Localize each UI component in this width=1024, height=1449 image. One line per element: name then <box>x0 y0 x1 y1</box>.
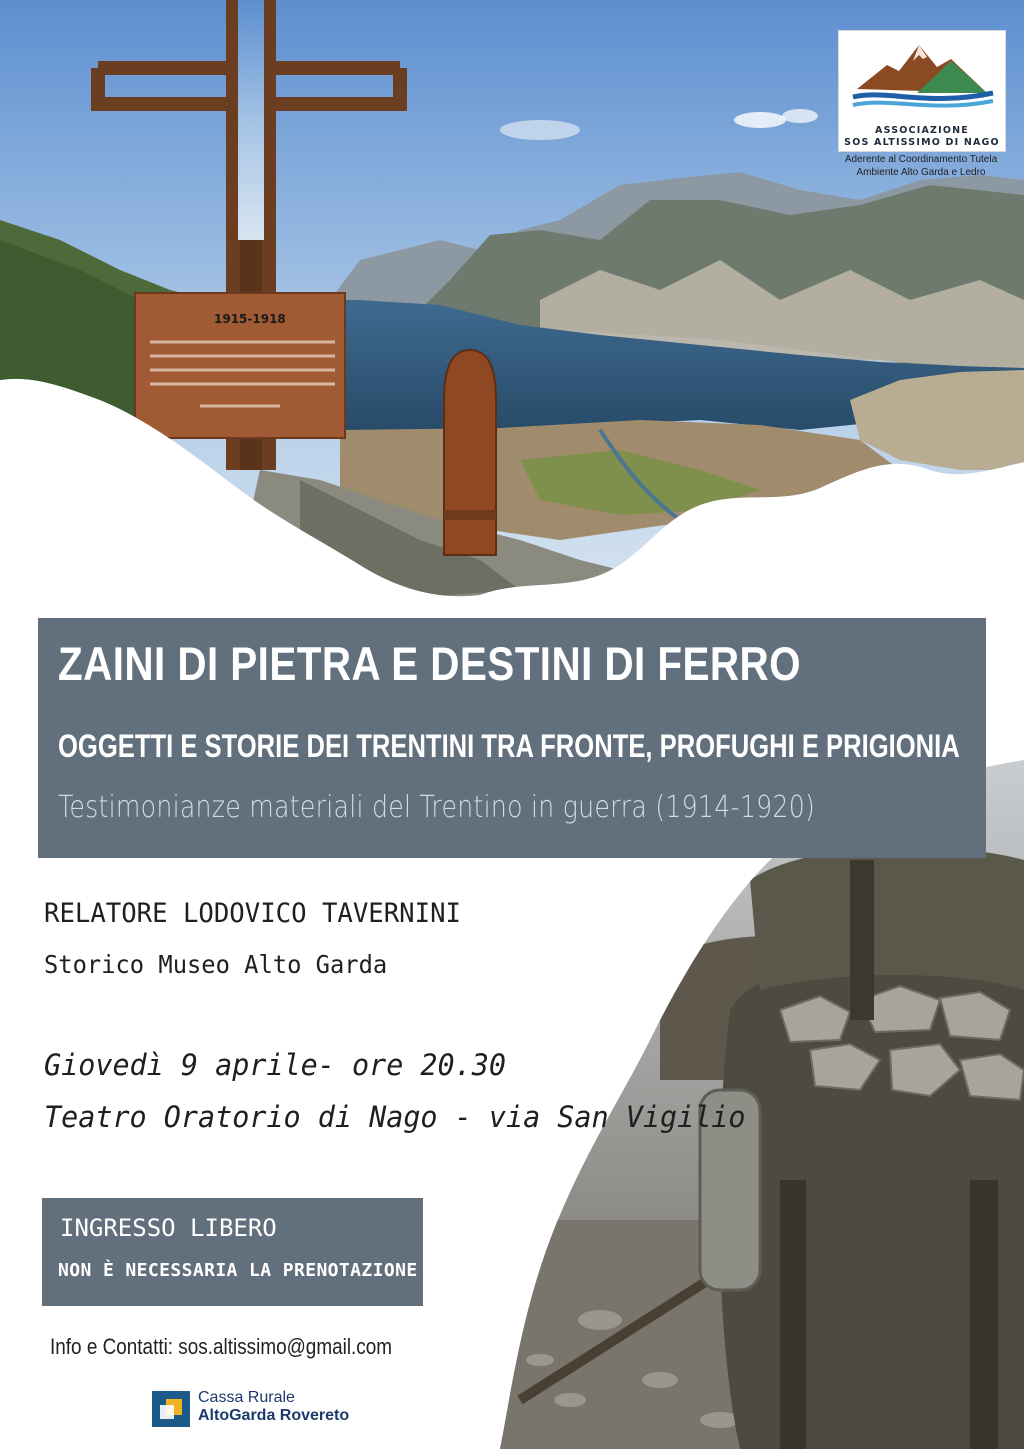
speaker-role: Storico Museo Alto Garda <box>44 950 388 979</box>
logo-association-name: SOS ALTISSIMO DI NAGO <box>844 137 1000 148</box>
sponsor-name-line2: AltoGarda Rovereto <box>198 1407 350 1424</box>
title-banner <box>38 618 986 858</box>
logo-affiliation-line2: Ambiente Alto Garda e Ledro <box>856 167 986 178</box>
logo-association-label: ASSOCIAZIONE <box>875 125 969 136</box>
event-date: Giovedì 9 aprile- ore 20.30 <box>44 1048 506 1082</box>
association-logo <box>838 30 1006 152</box>
cassa-rurale-logo-icon <box>152 1391 190 1427</box>
speaker-name: RELATORE LODOVICO TAVERNINI <box>44 898 461 929</box>
logo-affiliation-line1: Aderente al Coordinamento Tutela <box>844 154 998 165</box>
mountains-logo-icon <box>847 37 997 113</box>
entry-note: NON È NECESSARIA LA PRENOTAZIONE <box>58 1260 418 1281</box>
plaque-year: 1915-1918 <box>214 312 286 326</box>
sponsor-logo <box>152 1389 392 1429</box>
event-venue: Teatro Oratorio di Nago - via San Vigilio <box>44 1100 746 1134</box>
entry-info-box <box>42 1198 423 1306</box>
sponsor-name-line1: Cassa Rurale <box>198 1389 295 1406</box>
entry-title: INGRESSO LIBERO <box>60 1214 277 1242</box>
contacts-info: Info e Contatti: sos.altissimo@gmail.com <box>50 1334 393 1359</box>
event-title: ZAINI DI PIETRA E DESTINI DI FERRO <box>58 637 801 690</box>
event-tagline: Testimonianze materiali del Trentino in guerra (1914-1920) <box>58 790 816 825</box>
event-subtitle: OGGETTI E STORIE DEI TRENTINI TRA FRONTE, PROFUGHI E PRIGIONIA <box>58 728 960 764</box>
